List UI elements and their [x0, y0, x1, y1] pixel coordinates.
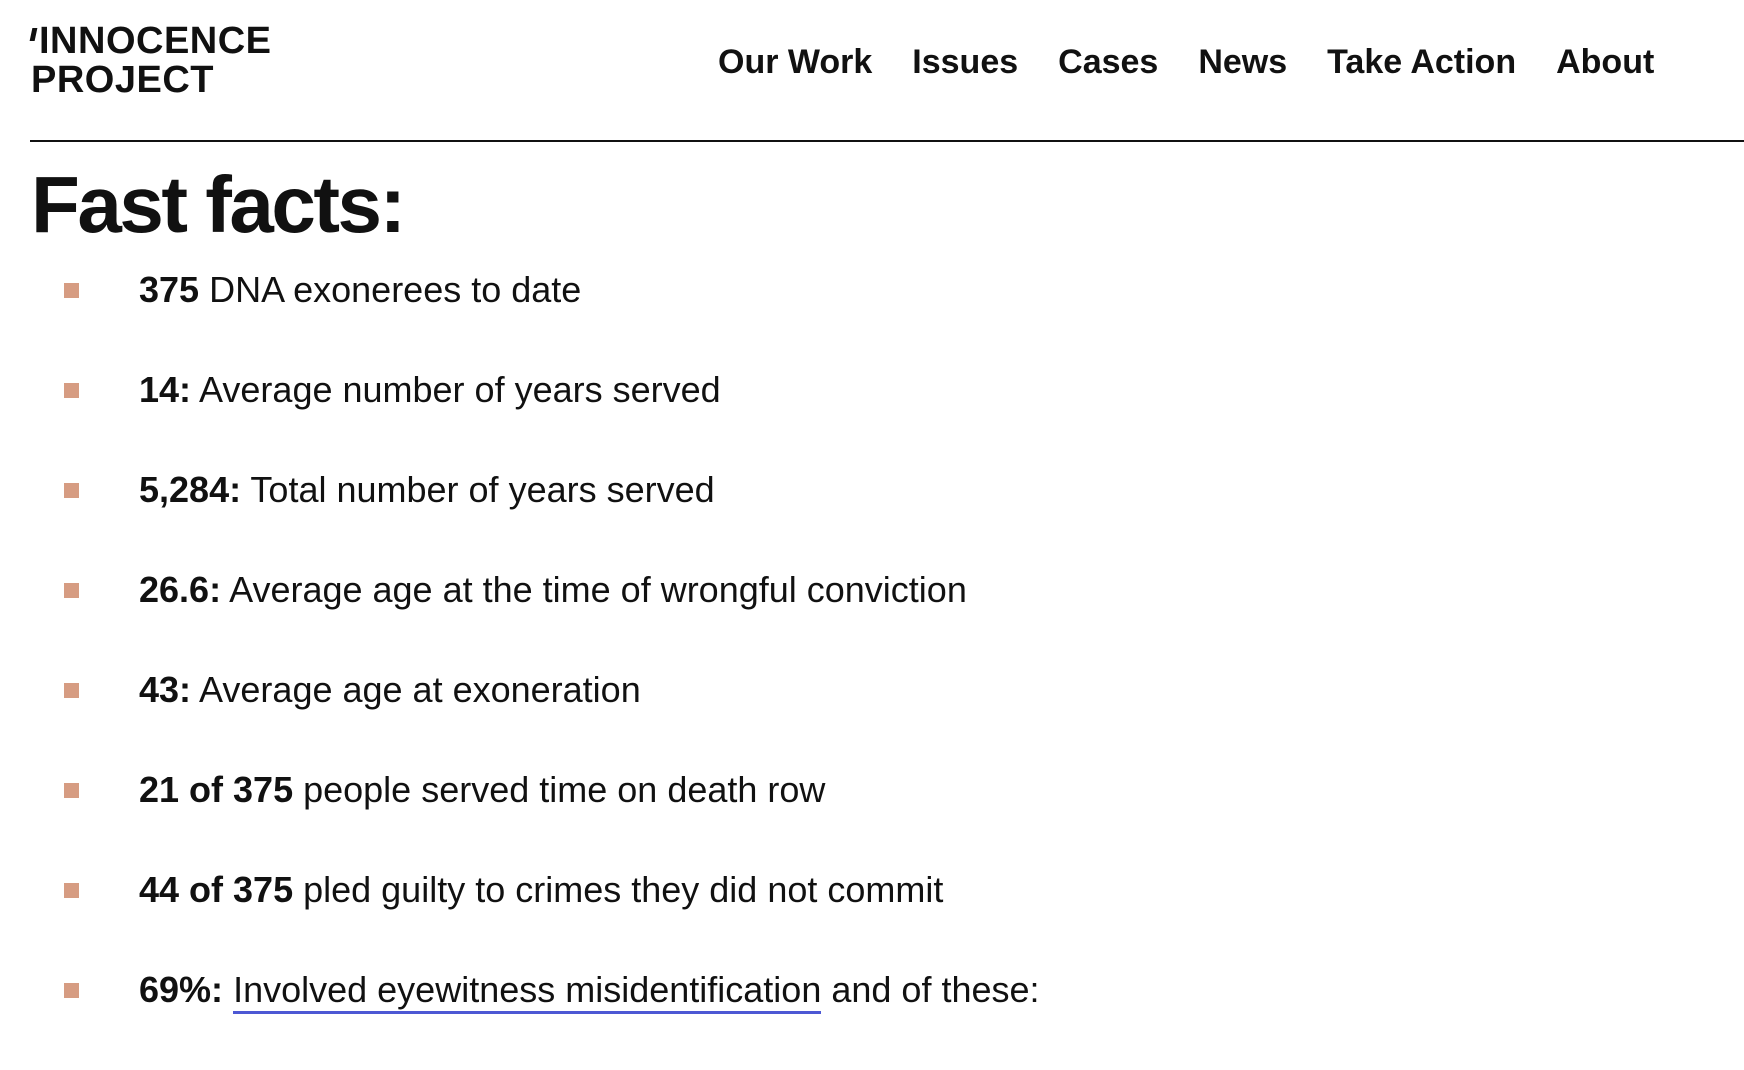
fact-figure: 69%:	[139, 969, 224, 1010]
eyewitness-misidentification-link[interactable]: Involved eyewitness misidentification	[233, 969, 821, 1014]
fact-description: Average age at the time of wrongful conviction	[221, 569, 967, 610]
fact-figure: 5,284:	[139, 469, 242, 510]
logo-line-1: INNOCENCE	[31, 22, 272, 61]
square-bullet-icon	[64, 783, 79, 798]
fact-text	[139, 458, 715, 522]
fact-text	[139, 658, 641, 722]
fact-description: Average number of years served	[191, 369, 721, 410]
fact-figure: 26.6:	[139, 569, 222, 610]
fact-figure: 21 of 375	[139, 769, 294, 810]
fact-description: DNA exonerees to date	[199, 269, 582, 310]
header-divider	[30, 140, 1744, 142]
square-bullet-icon	[64, 883, 79, 898]
fact-figure: 14:	[139, 369, 192, 410]
fact-figure: 44 of 375	[139, 869, 294, 910]
fact-description: people served time on death row	[293, 769, 826, 810]
nav-cases[interactable]: Cases	[1058, 43, 1159, 81]
square-bullet-icon	[64, 483, 79, 498]
fact-description: and of these:	[821, 969, 1040, 1010]
fact-figure: 375	[139, 269, 200, 310]
logo-line-2: PROJECT	[31, 59, 214, 101]
square-bullet-icon	[64, 383, 79, 398]
nav-news[interactable]: News	[1198, 43, 1288, 81]
fact-text	[139, 258, 581, 322]
fact-text	[139, 758, 825, 822]
fact-text	[139, 858, 943, 922]
main-nav	[718, 38, 1654, 86]
square-bullet-icon	[64, 283, 79, 298]
fact-text	[139, 958, 1040, 1022]
site-header	[0, 0, 1744, 142]
square-bullet-icon	[64, 683, 79, 698]
fact-figure: 43:	[139, 669, 192, 710]
nav-about[interactable]: About	[1556, 43, 1655, 81]
square-bullet-icon	[64, 583, 79, 598]
nav-our-work[interactable]: Our Work	[718, 43, 873, 81]
fact-description: Average age at exoneration	[191, 669, 641, 710]
fact-description: pled guilty to crimes they did not commit	[293, 869, 944, 910]
fact-text	[139, 358, 721, 422]
square-bullet-icon	[64, 983, 79, 998]
nav-take-action[interactable]: Take Action	[1327, 43, 1517, 81]
nav-issues[interactable]: Issues	[912, 43, 1019, 81]
innocence-project-logo[interactable]	[31, 22, 272, 100]
fact-text	[139, 558, 967, 622]
page-title: Fast facts:	[31, 160, 404, 249]
fact-description: Total number of years served	[241, 469, 715, 510]
